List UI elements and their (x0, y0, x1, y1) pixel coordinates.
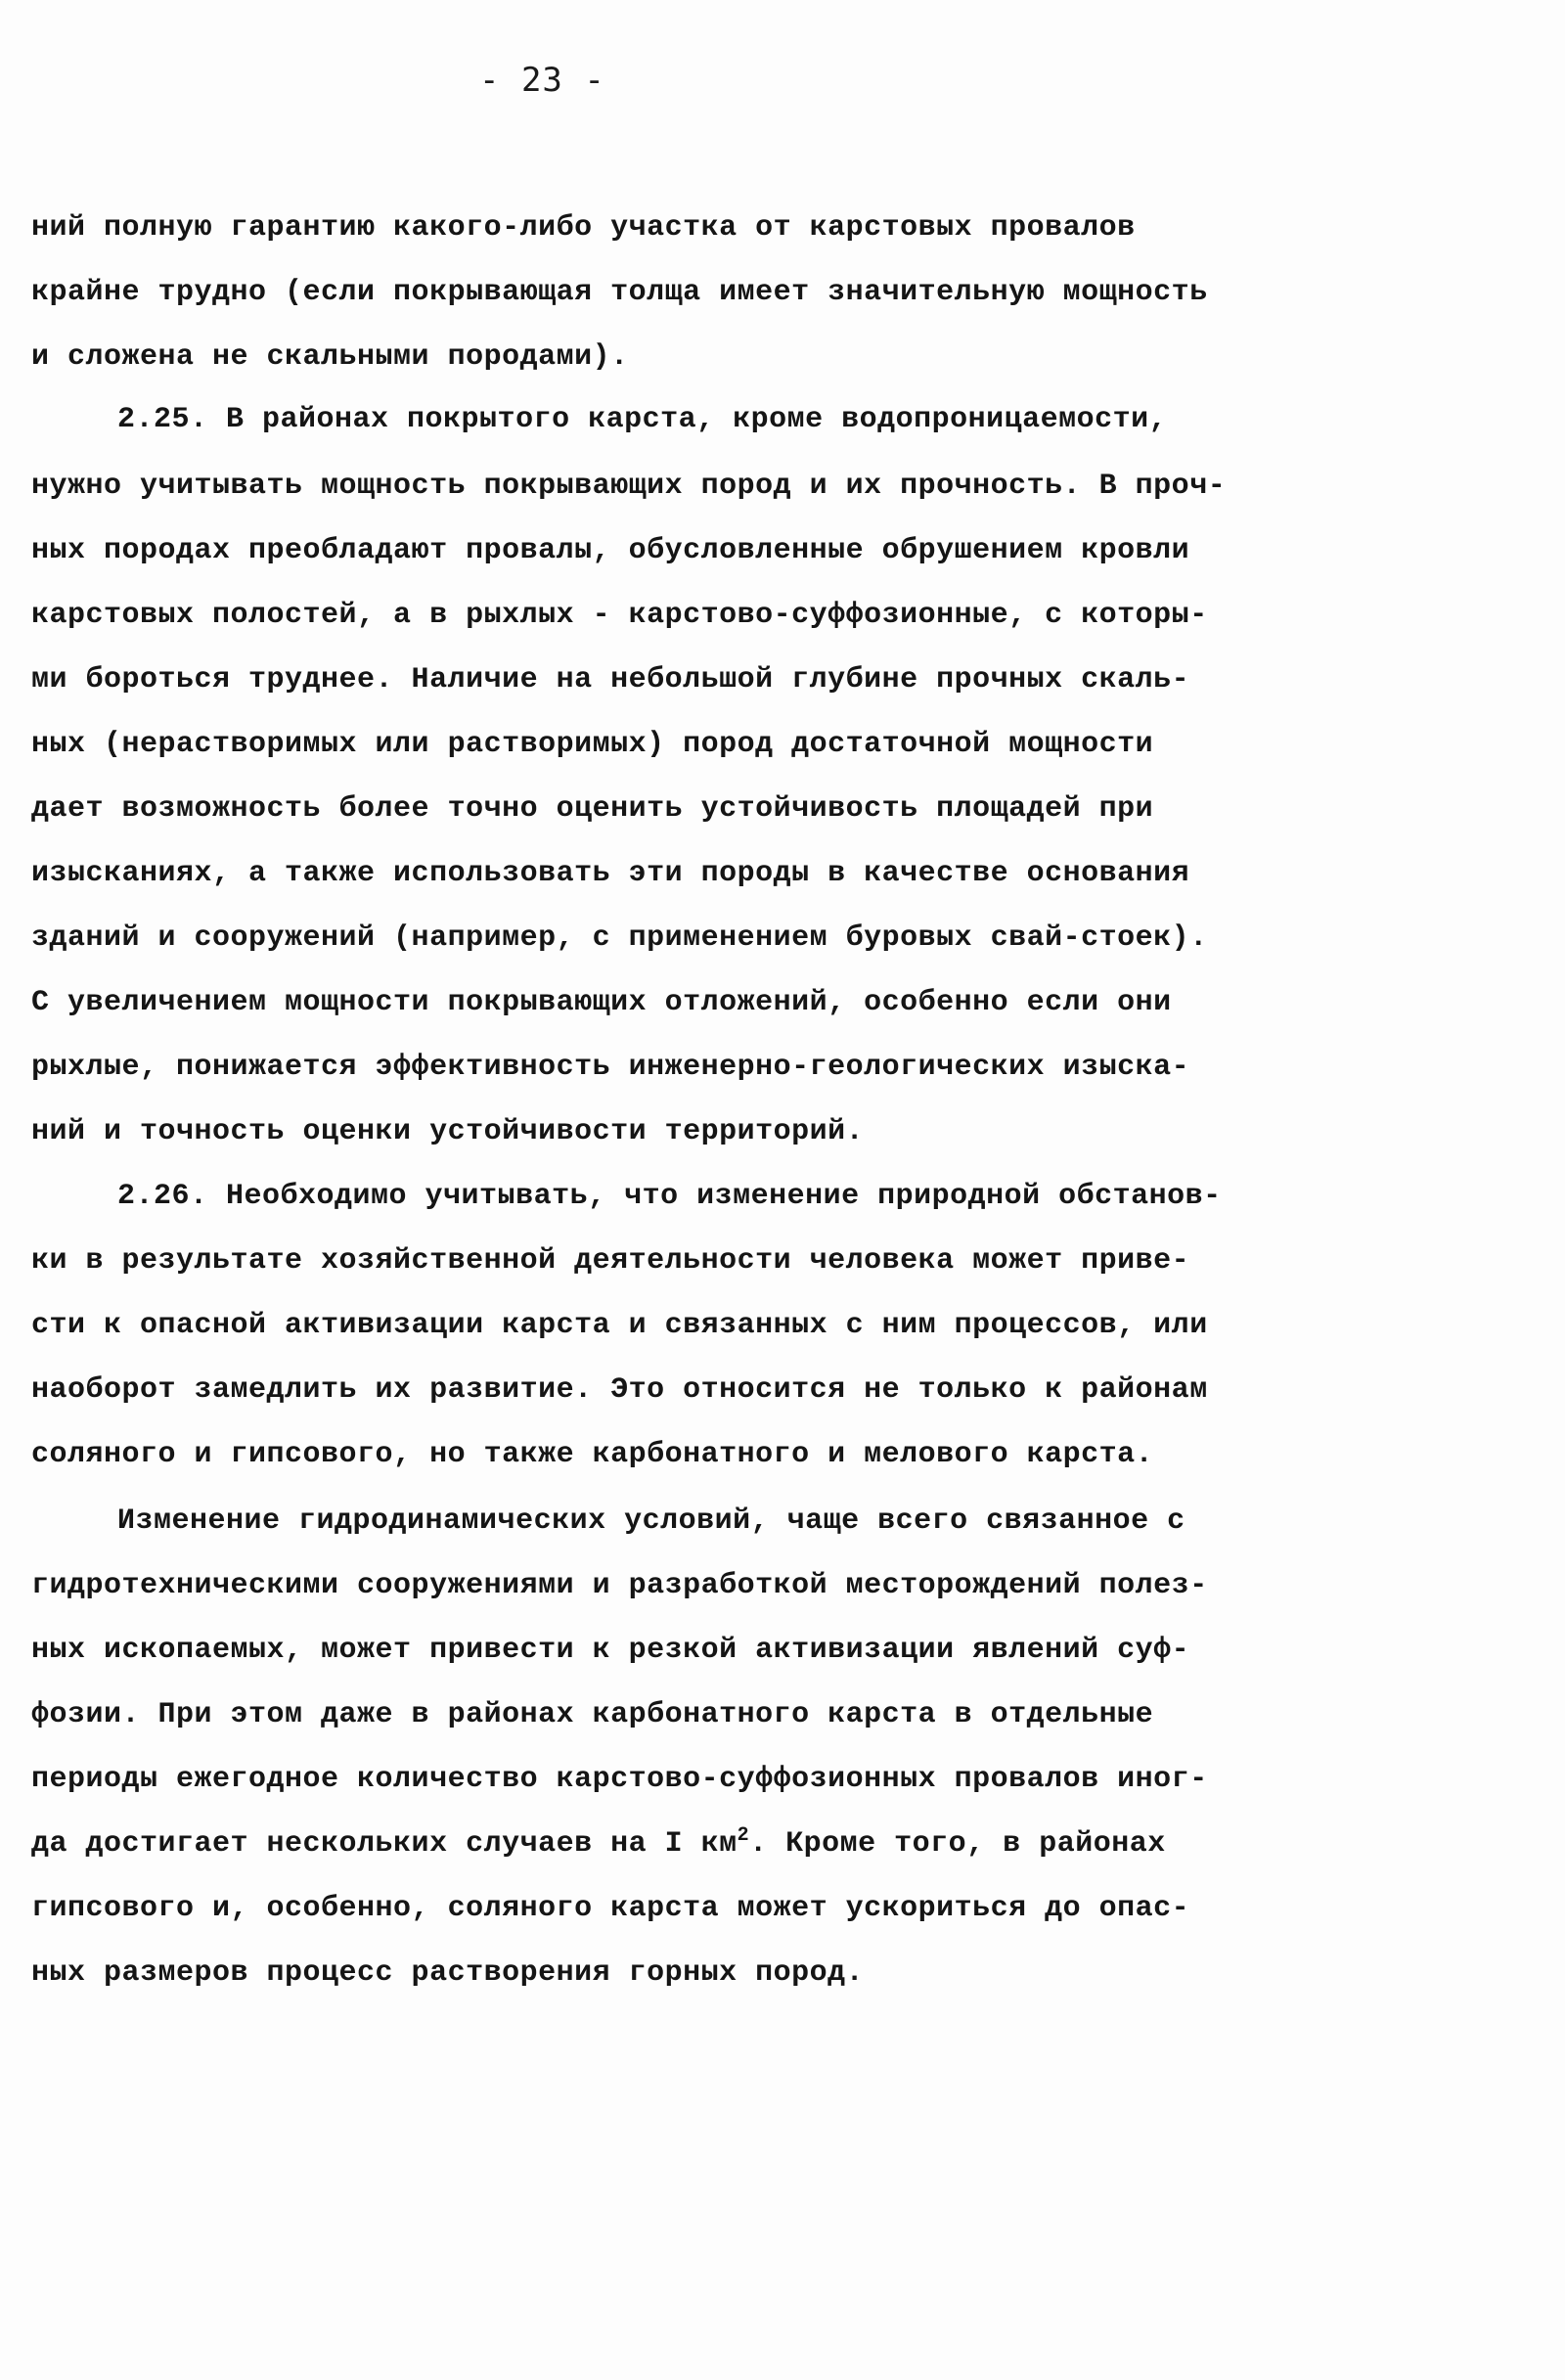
text-line-part: да достигает нескольких случаев на I км (31, 1827, 738, 1861)
text-line: ний полную гарантию какого-либо участка от карстовых провалов (31, 211, 1136, 245)
text-line: гидротехническими сооружениями и разработкой месторождений полез- (31, 1569, 1208, 1602)
paragraph-2-25-start: 2.25. В районах покрытого карста, кроме водопроницаемости, (117, 403, 1168, 436)
text-line: ми бороться труднее. Наличие на небольшой глубине прочных скаль- (31, 663, 1190, 696)
text-line-with-superscript (31, 1824, 1166, 1861)
text-line: периоды ежегодное количество карстово-суффозионных провалов иног- (31, 1763, 1208, 1796)
text-line: сти к опасной активизации карста и связанных с ним процессов, или (31, 1309, 1208, 1342)
text-line: наоборот замедлить их развитие. Это относится не только к районам (31, 1373, 1208, 1407)
text-line: ных ископаемых, может привести к резкой активизации явлений суф- (31, 1634, 1190, 1667)
text-line: нужно учитывать мощность покрывающих пород и их прочность. В проч- (31, 470, 1227, 503)
superscript: 2 (737, 1824, 750, 1847)
text-line: крайне трудно (если покрывающая толща имеет значительную мощность (31, 276, 1208, 309)
text-line: С увеличением мощности покрывающих отложений, особенно если они (31, 986, 1172, 1019)
text-line: карстовых полостей, а в рыхлых - карстово-суффозионные, с которы- (31, 599, 1208, 632)
text-line: ных породах преобладают провалы, обусловленные обрушением кровли (31, 534, 1190, 567)
text-line: ний и точность оценки устойчивости территорий. (31, 1115, 865, 1148)
text-line: фозии. При этом даже в районах карбонатного карста в отдельные (31, 1698, 1154, 1731)
text-line-part: . Кроме того, в районах (749, 1827, 1166, 1861)
page-number: - 23 - (479, 61, 605, 100)
text-line: рыхлые, понижается эффективность инженерно-геологических изыска- (31, 1051, 1190, 1084)
text-line: гипсового и, особенно, соляного карста может ускориться до опас- (31, 1892, 1190, 1925)
text-line: ки в результате хозяйственной деятельности человека может приве- (31, 1244, 1190, 1278)
text-line: ных (нерастворимых или растворимых) пород достаточной мощности (31, 728, 1154, 761)
text-line: изысканиях, а также использовать эти породы в качестве основания (31, 857, 1190, 890)
text-line: зданий и сооружений (например, с применением буровых свай-стоек). (31, 921, 1208, 955)
paragraph-start: Изменение гидродинамических условий, чаще всего связанное с (117, 1504, 1185, 1538)
text-line: соляного и гипсового, но также карбонатного и мелового карста. (31, 1438, 1154, 1471)
text-line: дает возможность более точно оценить устойчивость площадей при (31, 792, 1154, 826)
paragraph-2-26-start: 2.26. Необходимо учитывать, что изменение природной обстанов- (117, 1180, 1222, 1213)
text-line: и сложена не скальными породами). (31, 340, 629, 374)
text-line: ных размеров процесс растворения горных пород. (31, 1956, 865, 1990)
